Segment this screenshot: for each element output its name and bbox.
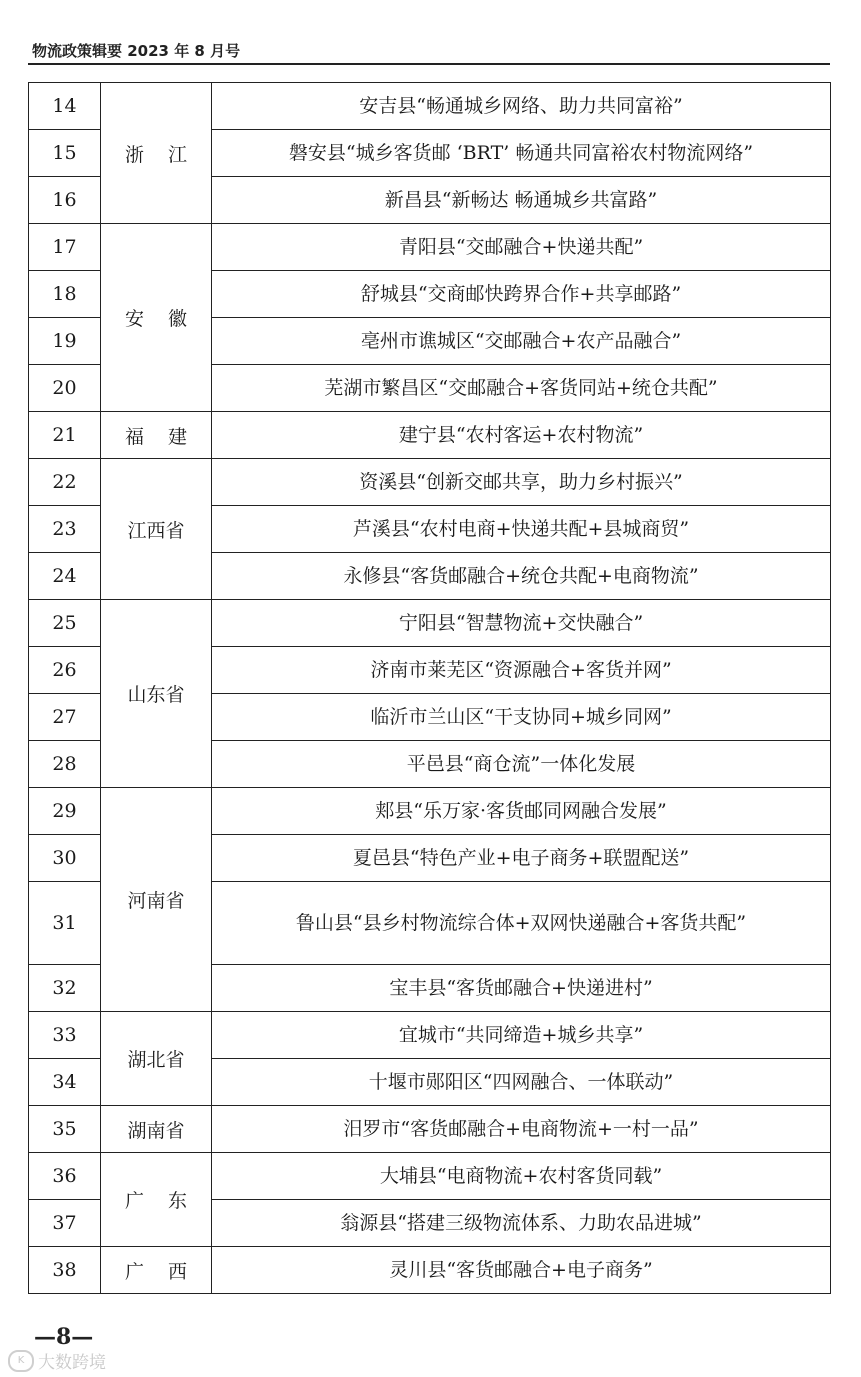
table-row (29, 600, 831, 647)
province-cell (101, 1153, 212, 1247)
project-name: 资溪县“创新交邮共享，助力乡村振兴” (212, 459, 831, 506)
province-cell (101, 1012, 212, 1106)
project-name: 建宁县“农村客运+农村物流” (212, 412, 831, 459)
row-number: 19 (29, 318, 101, 365)
row-number: 35 (29, 1106, 101, 1153)
table-row (29, 1106, 831, 1153)
row-number: 17 (29, 224, 101, 271)
project-name: 安吉县“畅通城乡网络、助力共同富裕” (212, 83, 831, 130)
province-cell (101, 788, 212, 1012)
project-name: 磐安县“城乡客货邮 ‘BRT’ 畅通共同富裕农村物流网络” (212, 130, 831, 177)
province-cell (101, 600, 212, 788)
province-name: 湖北省 (127, 1049, 185, 1071)
row-number: 24 (29, 553, 101, 600)
project-name: 夏邑县“特色产业+电子商务+联盟配送” (212, 835, 831, 882)
row-number: 36 (29, 1153, 101, 1200)
row-number: 34 (29, 1059, 101, 1106)
province-name: 广 西 (125, 1260, 187, 1283)
page-header: 物流政策辑要 2023 年 8 月号 (32, 42, 241, 60)
project-name: 芜湖市繁昌区“交邮融合+客货同站+统仓共配” (212, 365, 831, 412)
row-number: 30 (29, 835, 101, 882)
project-name: 宜城市“共同缔造+城乡共享” (212, 1012, 831, 1059)
project-name: 鲁山县“县乡村物流综合体+双网快递融合+客货共配” (212, 882, 831, 965)
row-number: 32 (29, 965, 101, 1012)
table-row (29, 1153, 831, 1200)
project-name: 舒城县“交商邮快跨界合作+共享邮路” (212, 271, 831, 318)
project-name: 青阳县“交邮融合+快递共配” (212, 224, 831, 271)
project-name: 永修县“客货邮融合+统仓共配+电商物流” (212, 553, 831, 600)
row-number: 25 (29, 600, 101, 647)
policy-table (28, 82, 831, 1294)
province-name: 广 东 (125, 1190, 187, 1212)
row-number: 23 (29, 506, 101, 553)
table-row (29, 83, 831, 130)
row-number: 22 (29, 459, 101, 506)
project-name: 宝丰县“客货邮融合+快递进村” (212, 965, 831, 1012)
project-name: 郏县“乐万家·客货邮同网融合发展” (212, 788, 831, 835)
province-cell (101, 224, 212, 412)
row-number: 28 (29, 741, 101, 788)
watermark (8, 1348, 106, 1373)
project-name: 十堰市郧阳区“四网融合、一体联动” (212, 1059, 831, 1106)
row-number: 16 (29, 177, 101, 224)
province-name: 河南省 (127, 890, 185, 912)
province-name: 山东省 (127, 684, 185, 706)
project-name: 灵川县“客货邮融合+电子商务” (212, 1247, 831, 1294)
province-cell (101, 459, 212, 600)
row-number: 29 (29, 788, 101, 835)
project-name: 汨罗市“客货邮融合+电商物流+一村一品” (212, 1106, 831, 1153)
project-name: 平邑县“商仓流”一体化发展 (212, 741, 831, 788)
table-row (29, 1247, 831, 1294)
province-cell (101, 1106, 212, 1153)
project-name: 临沂市兰山区“干支协同+城乡同网” (212, 694, 831, 741)
header-rule (28, 63, 830, 65)
province-cell (101, 412, 212, 459)
row-number: 31 (29, 882, 101, 965)
row-number: 33 (29, 1012, 101, 1059)
table-row (29, 459, 831, 506)
project-name: 芦溪县“农村电商+快递共配+县城商贸” (212, 506, 831, 553)
province-name: 湖南省 (127, 1119, 185, 1142)
province-cell (101, 1247, 212, 1294)
page-number: —8— (34, 1324, 94, 1350)
row-number: 18 (29, 271, 101, 318)
project-name: 新昌县“新畅达 畅通城乡共富路” (212, 177, 831, 224)
table-row (29, 788, 831, 835)
province-name: 浙 江 (125, 143, 187, 166)
province-name: 江西省 (127, 519, 185, 542)
row-number: 27 (29, 694, 101, 741)
table-row (29, 412, 831, 459)
watermark-logo-icon: K (8, 1350, 34, 1372)
table-row (29, 1012, 831, 1059)
province-name: 福 建 (125, 425, 187, 448)
table-row (29, 224, 831, 271)
row-number: 26 (29, 647, 101, 694)
project-name: 翁源县“搭建三级物流体系、力助农品进城” (212, 1200, 831, 1247)
row-number: 15 (29, 130, 101, 177)
province-cell (101, 83, 212, 224)
row-number: 14 (29, 83, 101, 130)
project-name: 济南市莱芜区“资源融合+客货并网” (212, 647, 831, 694)
policy-table-body (29, 83, 831, 1294)
row-number: 38 (29, 1247, 101, 1294)
province-name: 安 徽 (125, 308, 187, 330)
row-number: 20 (29, 365, 101, 412)
row-number: 21 (29, 412, 101, 459)
project-name: 宁阳县“智慧物流+交快融合” (212, 600, 831, 647)
project-name: 大埔县“电商物流+农村客货同载” (212, 1153, 831, 1200)
watermark-text: 大数跨境 (38, 1353, 106, 1373)
row-number: 37 (29, 1200, 101, 1247)
project-name: 亳州市谯城区“交邮融合+农产品融合” (212, 318, 831, 365)
